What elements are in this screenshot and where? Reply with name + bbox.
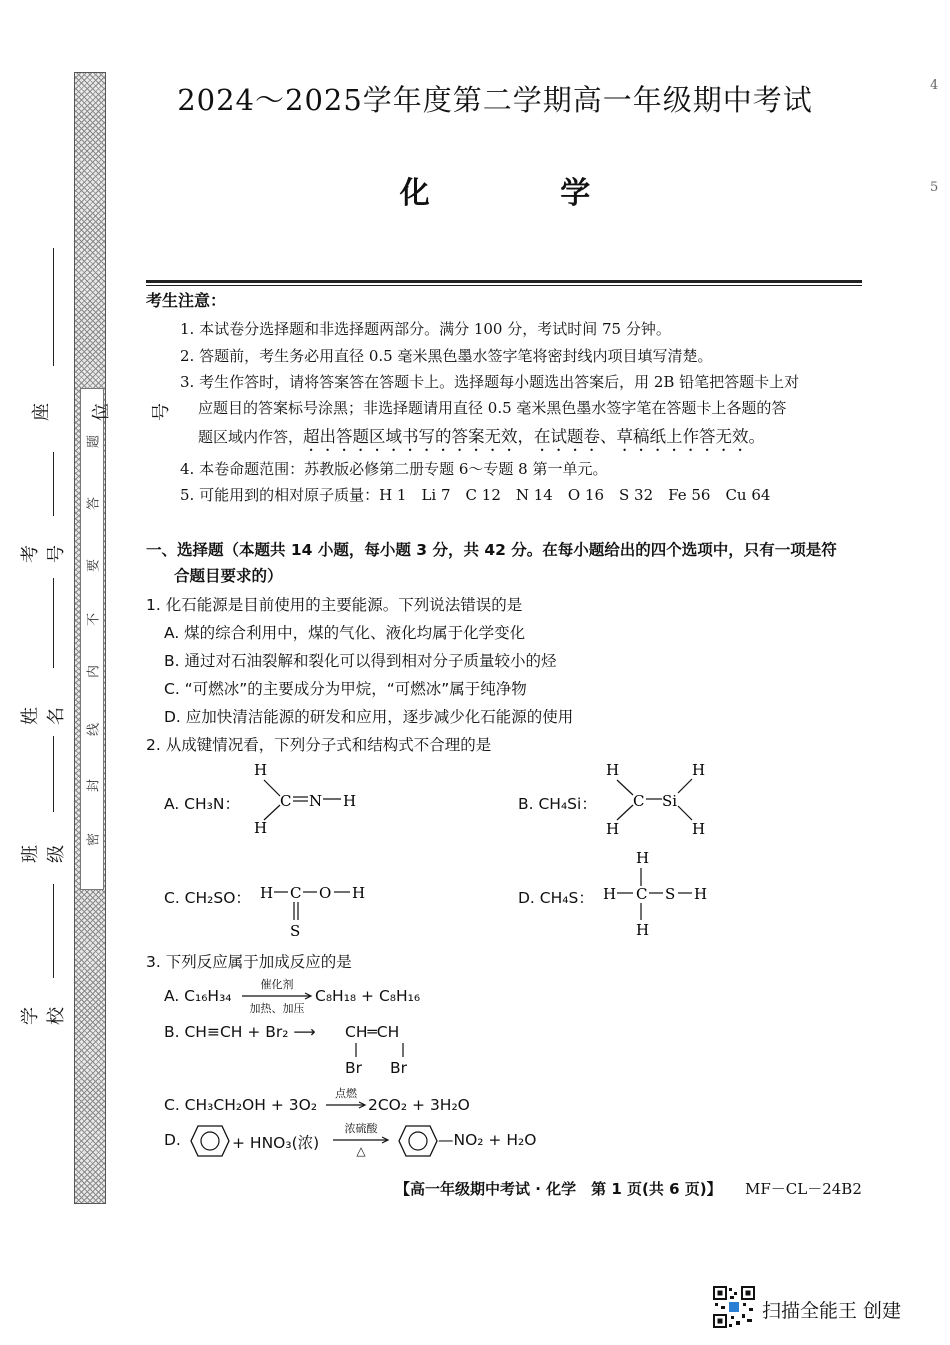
svg-text:C: C (280, 792, 292, 810)
exam-number-line[interactable] (53, 452, 54, 516)
bromine-substituent: Br (345, 1059, 363, 1077)
reaction-condition-bottom: △ (356, 1144, 366, 1158)
question-3-option-a-products: C₈H₁₈ + C₈H₁₆ (315, 987, 421, 1005)
question-3-option-a[interactable]: A. C₁₆H₃₄ (164, 987, 232, 1005)
svg-text:H: H (636, 849, 650, 867)
question-3-option-b-product: CH═CH (345, 1023, 400, 1041)
seat-number-label: 座位号 (31, 403, 172, 421)
notice-item: 应题目的答案标号涂黑；非选择题请用直径 0.5 毫米黑色墨水签字笔在答题卡上各题的答 (198, 399, 787, 417)
svg-text:H: H (636, 921, 650, 939)
svg-text:C: C (636, 885, 648, 903)
svg-text:H: H (603, 885, 617, 903)
question-3-option-c-products: 2CO₂ + 3H₂O (368, 1096, 470, 1114)
structure-c-diagram (258, 878, 378, 940)
svg-text:C: C (290, 884, 302, 902)
bromine-bonds (352, 1043, 412, 1059)
svg-text:S: S (290, 922, 301, 940)
notice-item: 5. 可能用到的相对原子质量：H 1 Li 7 C 12 N 14 O 16 S 32 Fe 56 Cu 64 (180, 486, 771, 504)
question-2-option-a[interactable]: A. CH₃N： (164, 795, 240, 813)
svg-text:H: H (606, 761, 620, 779)
notice-item: 2. 答题前，考生务必用直径 0.5 毫米黑色墨水签字笔将密封线内项目填写清楚。 (180, 347, 713, 365)
seal-char: 密 (86, 833, 102, 847)
notice-emphasis: 超出答题区域书写的答案无效，在试题卷、草稿纸上作答无效。 (303, 427, 766, 446)
paper-code: MF－CL－24B2 (745, 1180, 862, 1198)
question-3-option-d[interactable]: D. (164, 1131, 181, 1149)
binding-seal-box (80, 388, 104, 890)
subject-title: 化 学 (399, 176, 651, 211)
question-1-stem: 1. 化石能源是目前使用的主要能源。下列说法错误的是 (146, 596, 523, 614)
svg-text:Si: Si (662, 792, 678, 810)
svg-text:H: H (352, 884, 366, 902)
seat-number-line[interactable] (53, 248, 54, 366)
svg-text:C: C (633, 792, 645, 810)
scanner-label: 扫描全能王 创建 (762, 1300, 902, 1322)
seal-char: 不 (86, 613, 102, 627)
question-1-option-a[interactable]: A. 煤的综合利用中，煤的气化、液化均属于化学变化 (164, 624, 526, 642)
reaction-condition-top: 催化剂 (260, 978, 294, 991)
question-3-stem: 3. 下列反应属于加成反应的是 (146, 953, 352, 971)
notice-text: 题区域内作答， (198, 428, 304, 446)
question-3-option-c[interactable]: C. CH₃CH₂OH + 3O₂ (164, 1096, 318, 1114)
structure-a-diagram (248, 760, 368, 840)
class-line[interactable] (53, 736, 54, 812)
seal-char: 封 (86, 779, 102, 793)
section-heading: 合题目要求的） (174, 567, 283, 585)
name-label: 姓名 (20, 707, 67, 725)
notice-item: 1. 本试卷分选择题和非选择题两部分。满分 100 分，考试时间 75 分钟。 (180, 320, 671, 338)
header-rule (146, 285, 862, 286)
structure-d-diagram (600, 848, 720, 942)
notice-item (198, 423, 765, 455)
svg-text:H: H (692, 820, 706, 838)
svg-text:H: H (694, 885, 708, 903)
question-2-stem: 2. 从成键情况看，下列分子式和结构式不合理的是 (146, 736, 492, 754)
section-heading: 一、选择题（本题共 14 小题，每小题 3 分，共 42 分。在每小题给出的四个选项中，只有一项是符 (146, 541, 837, 559)
question-1-option-b[interactable]: B. 通过对石油裂解和裂化可以得到相对分子质量较小的烃 (164, 652, 557, 670)
svg-text:H: H (260, 884, 274, 902)
header-rule (146, 280, 862, 283)
notice-item: 3. 考生作答时，请将答案答在答题卡上。选择题每小题选出答案后，用 2B 铅笔把答题卡上对 (180, 373, 800, 391)
svg-text:H: H (606, 820, 620, 838)
svg-text:H: H (254, 819, 268, 837)
question-1-option-d[interactable]: D. 应加快清洁能源的研发和应用，逐步减少化石能源的使用 (164, 708, 574, 726)
name-line[interactable] (53, 578, 54, 668)
notice-title: 考生注意： (146, 291, 227, 310)
seal-char: 线 (86, 723, 102, 737)
margin-number: 5 (930, 180, 939, 195)
seal-char: 答 (86, 497, 102, 511)
reaction-condition-top: 点燃 (335, 1087, 357, 1100)
reaction-condition-top: 浓硫酸 (344, 1122, 378, 1135)
school-line[interactable] (53, 884, 54, 978)
reaction-condition-bottom: 加热、加压 (249, 1002, 305, 1015)
seal-char: 题 (86, 435, 102, 449)
qr-code-icon (713, 1286, 755, 1328)
question-3-option-d-reactant: + HNO₃(浓) (232, 1134, 320, 1152)
question-2-option-b[interactable]: B. CH₄Si： (518, 795, 597, 813)
exam-title: 2024～2025学年度第二学期高一年级期中考试 (177, 83, 813, 117)
reaction-arrow (333, 1136, 391, 1144)
margin-number: 4 (930, 78, 939, 93)
question-3-option-d-products: —NO₂ + H₂O (438, 1131, 537, 1149)
svg-text:O: O (319, 884, 332, 902)
bromine-substituent: Br (390, 1059, 408, 1077)
svg-text:H: H (343, 792, 357, 810)
svg-text:H: H (692, 761, 706, 779)
notice-item: 4. 本卷命题范围：苏教版必修第二册专题 6～专题 8 第一单元。 (180, 460, 608, 478)
question-2-option-c[interactable]: C. CH₂SO： (164, 889, 251, 907)
school-label: 学校 (20, 1007, 67, 1025)
seal-char: 要 (86, 559, 102, 573)
question-3-option-b[interactable]: B. CH≡CH + Br₂ ⟶ (164, 1023, 316, 1041)
seal-char: 内 (86, 665, 102, 679)
svg-text:N: N (309, 792, 323, 810)
class-label: 班级 (20, 845, 67, 863)
svg-text:H: H (254, 761, 268, 779)
benzene-icon (190, 1124, 230, 1158)
question-1-option-c[interactable]: C. “可燃冰”的主要成分为甲烷，“可燃冰”属于纯净物 (164, 680, 527, 698)
question-2-option-d[interactable]: D. CH₄S： (518, 889, 594, 907)
svg-text:S: S (665, 885, 676, 903)
page-footer: 【高一年级期中考试 · 化学 第 1 页(共 6 页)】 (395, 1180, 722, 1198)
exam-number-label: 考号 (20, 545, 67, 563)
benzene-icon (398, 1124, 438, 1158)
reaction-arrow (242, 992, 314, 1000)
structure-b-diagram (600, 760, 720, 840)
reaction-arrow (326, 1101, 368, 1109)
